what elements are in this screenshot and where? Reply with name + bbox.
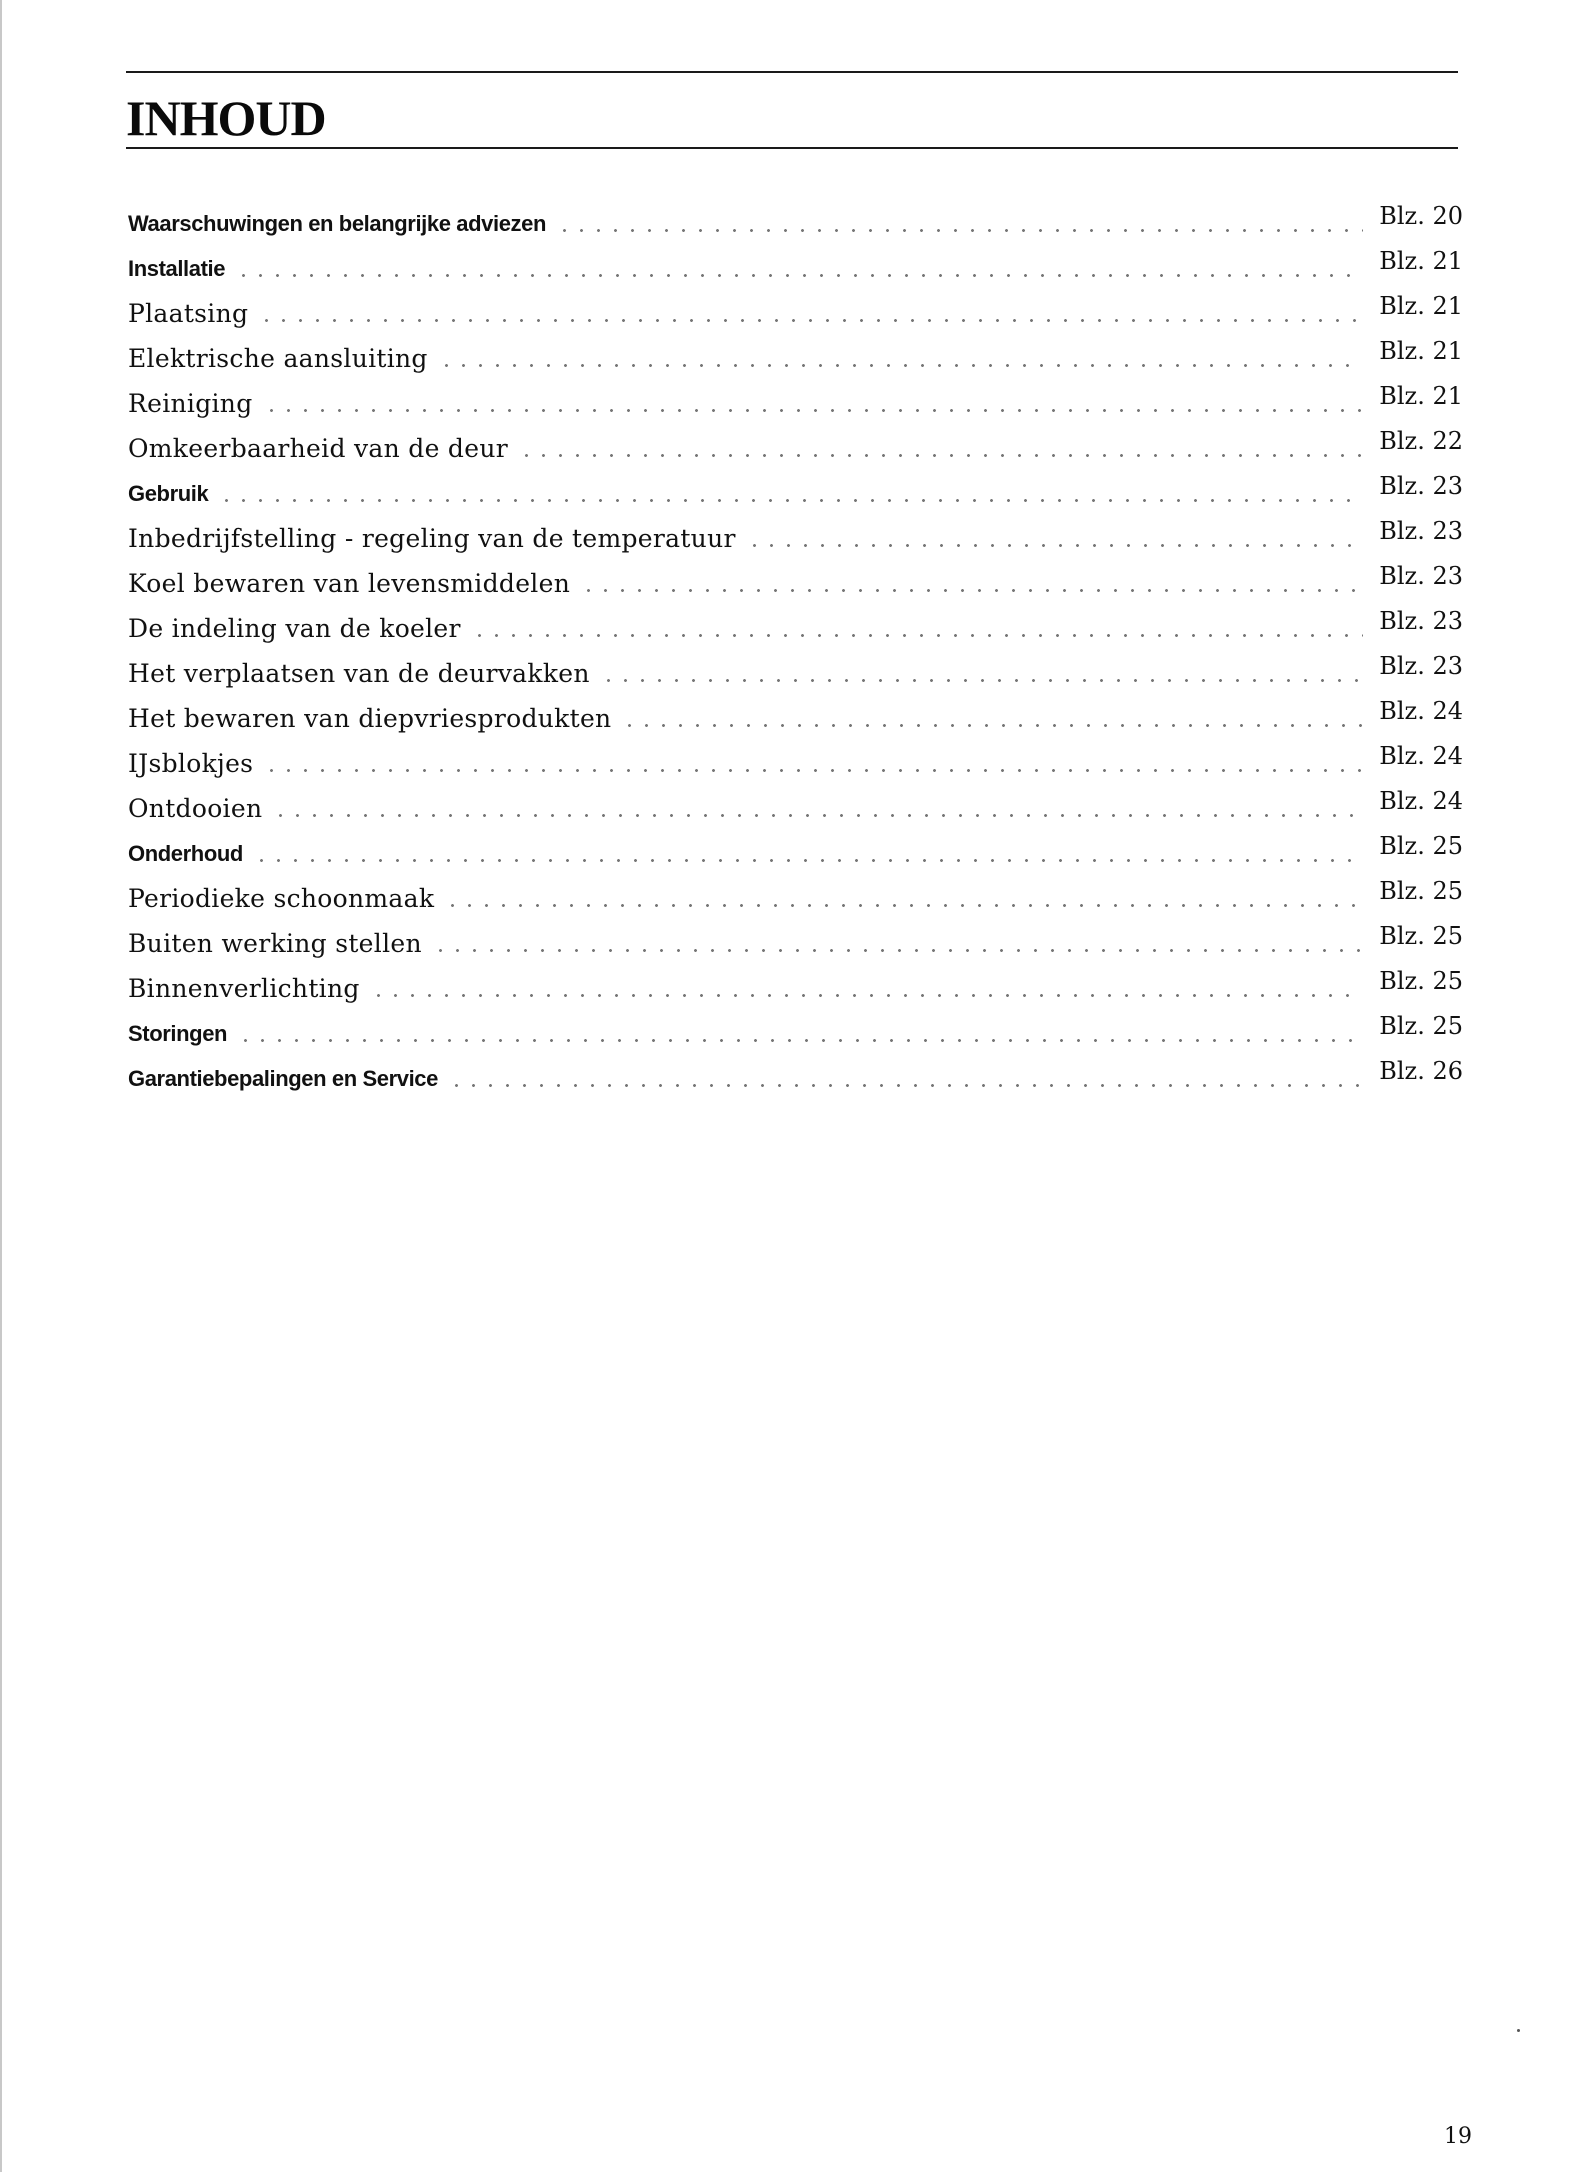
toc-entry: [128, 374, 1463, 419]
toc-dot-leader: [621, 724, 1363, 727]
toc-dot-leader: [253, 859, 1363, 862]
toc-dot-leader: [600, 679, 1363, 682]
toc-dot-leader: [438, 364, 1363, 367]
toc-entry-label: Buiten werking stellen: [128, 929, 422, 958]
page-number: 19: [1444, 2124, 1472, 2149]
toc-entry-page: Blz. 21: [1379, 382, 1463, 410]
page-edge: [0, 0, 2, 2172]
toc-entry-page: Blz. 23: [1379, 607, 1463, 635]
toc-entry-label: Plaatsing: [128, 299, 249, 328]
toc-entry-page: Blz. 25: [1379, 922, 1463, 950]
toc-dot-leader: [580, 589, 1363, 592]
toc-entry-label: Reiniging: [128, 389, 253, 418]
toc-entry: [128, 464, 1463, 509]
toc-dot-leader: [218, 499, 1363, 502]
toc-entry: [128, 599, 1463, 644]
toc-entry-label: Gebruik: [128, 481, 209, 506]
toc-entry-label: Inbedrijfstelling - regeling van de temperatuur: [128, 524, 736, 553]
toc-entry-label: Installatie: [128, 256, 226, 281]
toc-dot-leader: [448, 1084, 1363, 1087]
toc-entry-page: Blz. 23: [1379, 562, 1463, 590]
toc-entry-page: Blz. 24: [1379, 697, 1463, 725]
toc-entry: [128, 509, 1463, 554]
toc-dot-leader: [237, 1039, 1363, 1042]
toc-entry: [128, 779, 1463, 824]
toc-dot-leader: [258, 319, 1363, 322]
scan-speck: [1517, 2029, 1520, 2032]
toc-dot-leader: [471, 634, 1363, 637]
toc-dot-leader: [370, 994, 1363, 997]
page-title: INHOUD: [126, 90, 326, 146]
toc-entry-label: Ontdooien: [128, 794, 263, 823]
toc-entry-page: Blz. 25: [1379, 967, 1463, 995]
toc-entry: [128, 1004, 1463, 1049]
toc-entry: [128, 869, 1463, 914]
toc-entry-label: Het verplaatsen van de deurvakken: [128, 659, 590, 688]
toc-entry: [128, 914, 1463, 959]
toc-dot-leader: [263, 409, 1363, 412]
toc-entry-page: Blz. 23: [1379, 652, 1463, 680]
toc-entry-label: Binnenverlichting: [128, 974, 360, 1003]
toc-entry-label: Waarschuwingen en belangrijke adviezen: [128, 211, 547, 236]
toc-entry-page: Blz. 25: [1379, 1012, 1463, 1040]
toc-entry: [128, 689, 1463, 734]
toc-entry-page: Blz. 26: [1379, 1057, 1463, 1085]
toc-dot-leader: [518, 454, 1363, 457]
toc-entry-page: Blz. 23: [1379, 472, 1463, 500]
toc-entry-label: Periodieke schoonmaak: [128, 884, 435, 913]
toc-entry: [128, 329, 1463, 374]
toc-entry-page: Blz. 23: [1379, 517, 1463, 545]
toc-entry-label: IJsblokjes: [128, 749, 254, 778]
title-rule-bottom: [126, 147, 1458, 149]
toc-entry: [128, 1049, 1463, 1094]
toc-entry: [128, 419, 1463, 464]
toc-dot-leader: [235, 274, 1363, 277]
toc-entry-label: Omkeerbaarheid van de deur: [128, 434, 508, 463]
toc-entry-label: Storingen: [128, 1021, 228, 1046]
toc-entry-label: Elektrische aansluiting: [128, 344, 428, 373]
toc-entry-page: Blz. 24: [1379, 787, 1463, 815]
toc-dot-leader: [432, 949, 1363, 952]
toc-entry-page: Blz. 21: [1379, 337, 1463, 365]
toc-dot-leader: [444, 904, 1363, 907]
toc-entry-page: Blz. 20: [1379, 202, 1463, 230]
toc-entry: [128, 824, 1463, 869]
toc-entry: [128, 644, 1463, 689]
title-rule-top: [126, 71, 1458, 73]
toc-entry-label: De indeling van de koeler: [128, 614, 461, 643]
toc-dot-leader: [746, 544, 1363, 547]
toc-entry-label: Het bewaren van diepvriesprodukten: [128, 704, 612, 733]
toc-entry-page: Blz. 25: [1379, 877, 1463, 905]
toc-entry-label: Garantiebepalingen en Service: [128, 1066, 438, 1091]
toc-dot-leader: [272, 814, 1363, 817]
toc-entry: [128, 554, 1463, 599]
toc-entry-page: Blz. 25: [1379, 832, 1463, 860]
toc-entry: [128, 194, 1463, 239]
table-of-contents: [128, 194, 1463, 1094]
toc-dot-leader: [263, 769, 1363, 772]
toc-entry-page: Blz. 21: [1379, 247, 1463, 275]
toc-entry: [128, 284, 1463, 329]
toc-entry-page: Blz. 24: [1379, 742, 1463, 770]
toc-entry-label: Onderhoud: [128, 841, 243, 866]
toc-entry: [128, 239, 1463, 284]
toc-entry-label: Koel bewaren van levensmiddelen: [128, 569, 571, 598]
toc-entry-page: Blz. 21: [1379, 292, 1463, 320]
toc-entry: [128, 959, 1463, 1004]
toc-entry-page: Blz. 22: [1379, 427, 1463, 455]
toc-dot-leader: [556, 229, 1363, 232]
toc-entry: [128, 734, 1463, 779]
